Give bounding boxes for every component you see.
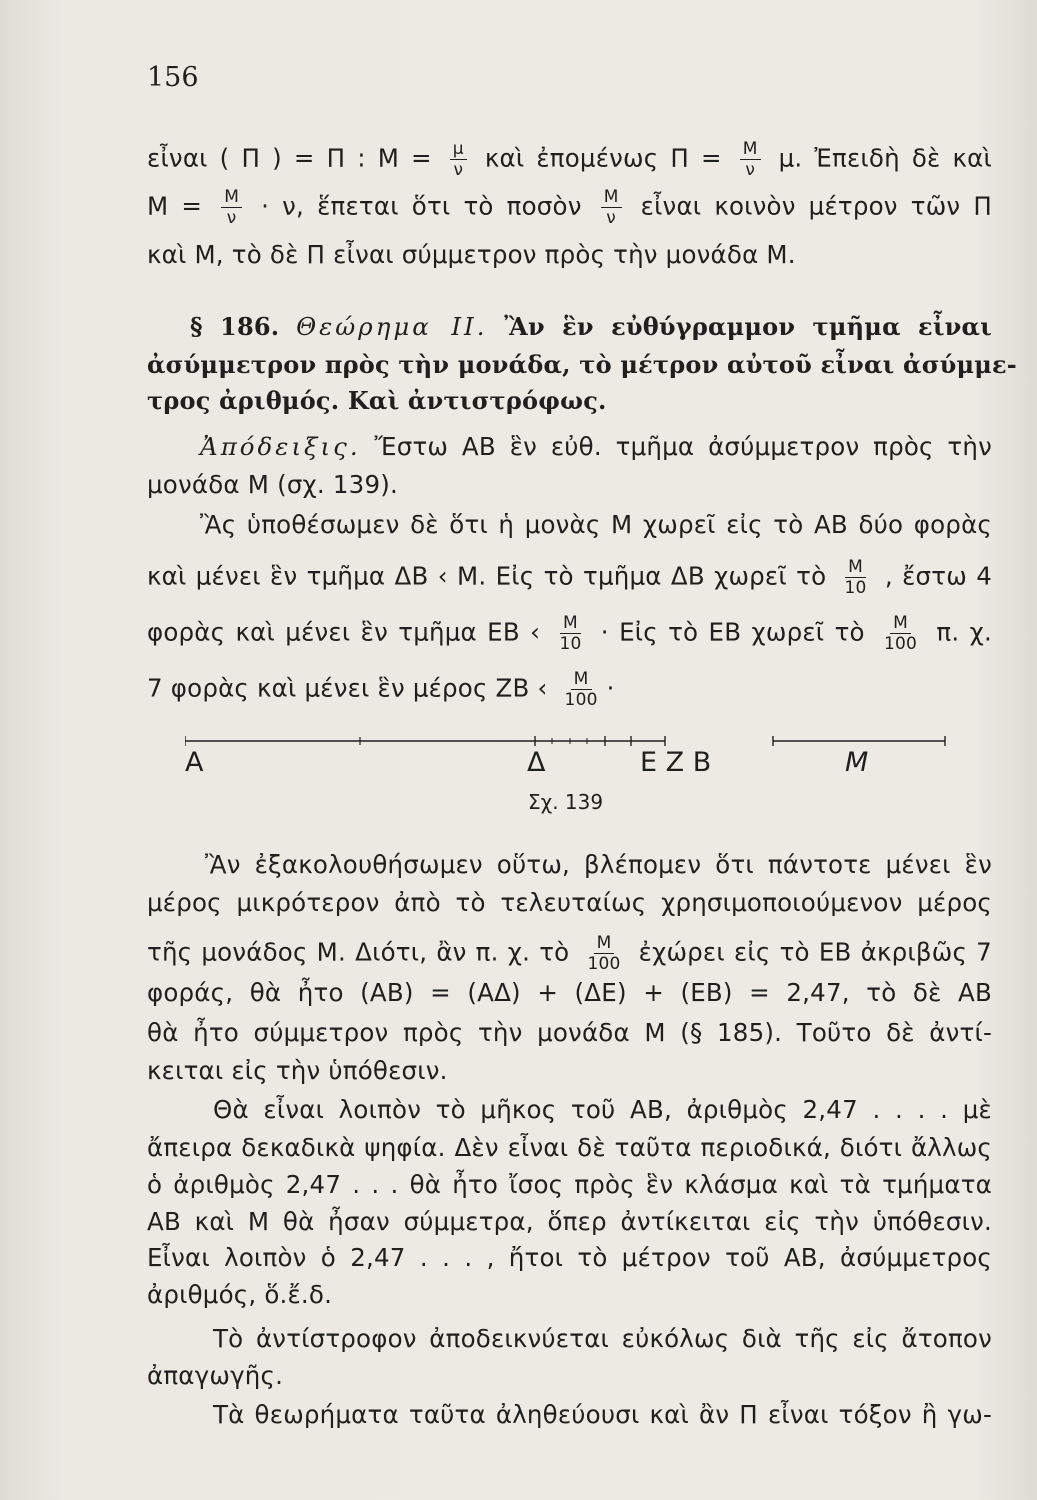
fraction-denominator: ν xyxy=(606,208,616,228)
theorem-text: Ἂν ἓν εὐθύγραμμον τμῆμα εἶναι xyxy=(504,312,992,341)
theorem-line-3: τρος ἀριθμός. Καὶ ἀντιστρόφως. xyxy=(147,386,607,415)
fraction-denominator: 10 xyxy=(559,634,582,654)
para2-line-2: μέρος μικρότερον ἀπὸ τὸ τελευταίως χρησιμοποιούμενον μέρος xyxy=(147,888,992,917)
fraction-denominator: 100 xyxy=(587,954,621,974)
para3-line-5: Εἶναι λοιπὸν ὁ 2,47 . . . , ἤτοι τὸ μέτρον τοῦ ΑΒ, ἀσύμμετρος xyxy=(147,1243,992,1272)
para3-line-1: Θὰ εἶναι λοιπὸν τὸ μῆκος τοῦ ΑΒ, ἀριθμὸς 2,47 . . . . μὲ xyxy=(213,1095,992,1124)
equation-line-2 xyxy=(147,188,992,227)
para4-line-2: ἀπαγωγῆς. xyxy=(147,1361,284,1390)
proof-line-4 xyxy=(147,558,992,597)
proof-text: φορὰς καὶ μένει ἓν τμῆμα ΕΒ ‹ xyxy=(147,617,541,647)
fraction-denominator: ν xyxy=(226,208,237,228)
segment-diagram xyxy=(185,735,950,775)
fraction-numerator: Μ xyxy=(571,670,592,690)
proof-line-5 xyxy=(147,614,992,653)
para3-line-2: ἄπειρα δεκαδικὰ ψηφία. Δὲν εἶναι δὲ ταῦτα περιοδικά, διότι ἄλλως xyxy=(147,1133,992,1162)
fraction-numerator: Μ xyxy=(845,558,866,578)
fraction-denominator: 100 xyxy=(564,690,598,710)
theorem-label: Θεώρημα ΙΙ. xyxy=(296,312,488,341)
fraction-M-over-nu xyxy=(601,188,622,227)
proof-line-6 xyxy=(147,670,992,709)
fraction-M-over-nu xyxy=(221,188,242,227)
label-M: Μ xyxy=(845,747,869,778)
para2-line-3 xyxy=(147,934,992,973)
eq1-text-b: καὶ ἐπομένως Π = xyxy=(484,143,722,173)
fraction-M-over-100 xyxy=(562,670,601,709)
theorem-line-2: ἀσύμμετρον πρὸς τὴν μονάδα, τὸ μέτρον αὐτοῦ εἶναι ἀσύμμε- xyxy=(147,350,1017,379)
fraction-denominator: ν xyxy=(453,160,464,180)
proof-text: , ἔστω 4 xyxy=(884,561,992,591)
eq2-text-a: Μ = xyxy=(147,191,203,221)
para4-line-1: Τὸ ἀντίστροφον ἀποδεικνύεται εὐκόλως διὰ τῆς εἰς ἄτοπον xyxy=(213,1324,992,1353)
eq2-text-c: εἶναι κοινὸν μέτρον τῶν Π xyxy=(640,191,992,221)
proof-text: · xyxy=(606,673,615,703)
fraction-M-over-10 xyxy=(556,614,584,653)
theorem-line-1 xyxy=(190,312,992,342)
fraction-M-over-100 xyxy=(584,934,623,973)
fraction-M-over-10 xyxy=(842,558,870,597)
fraction-M-over-nu xyxy=(740,140,761,179)
fraction-numerator: Μ xyxy=(890,614,911,634)
fraction-numerator: Μ xyxy=(601,188,622,208)
fraction-numerator: Μ xyxy=(594,934,615,954)
para2-line-6: κειται εἰς τὴν ὑπόθεσιν. xyxy=(147,1056,448,1085)
fraction-denominator: ν xyxy=(745,160,756,180)
fraction-denominator: 10 xyxy=(844,578,867,598)
label-EZB: Ε Ζ Β xyxy=(640,747,712,778)
proof-text: καὶ μένει ἓν τμῆμα ΔΒ ‹ Μ. Εἰς τὸ τμῆμα ΔΒ χωρεῖ τὸ xyxy=(147,561,827,591)
proof-text: 7 φορὰς καὶ μένει ἓν μέρος ΖΒ ‹ xyxy=(147,673,548,703)
label-D: Δ xyxy=(527,747,546,778)
proof-text: · Εἰς τὸ ΕΒ χωρεῖ τὸ xyxy=(600,617,865,647)
para2-line-5: θὰ ἦτο σύμμετρον πρὸς τὴν μονάδα Μ (§ 185). Τοῦτο δὲ ἀντί- xyxy=(147,1018,992,1047)
para3-line-6: ἀριθμός, ὅ.ἔ.δ. xyxy=(147,1280,333,1309)
para3-line-3: ὁ ἀριθμὸς 2,47 . . . θὰ ἦτο ἴσος πρὸς ἓν κλάσμα καὶ τὰ τμήματα xyxy=(147,1170,992,1199)
para3-line-4: ΑΒ καὶ Μ θὰ ἦσαν σύμμετρα, ὅπερ ἀντίκειται εἰς τὴν ὑπόθεσιν. xyxy=(147,1207,992,1236)
fraction-numerator: Μ xyxy=(560,614,581,634)
proof-line-1 xyxy=(200,432,992,462)
label-A: Α xyxy=(185,747,204,778)
para2-line-1: Ἂν ἐξακολουθήσωμεν οὕτω, βλέπομεν ὅτι πάντοτε μένει ἓν xyxy=(205,850,992,879)
page-number: 156 xyxy=(147,62,199,93)
fraction-numerator: Μ xyxy=(221,188,242,208)
fraction-mu-over-nu xyxy=(450,140,467,179)
text-line: καὶ Μ, τὸ δὲ Π εἶναι σύμμετρον πρὸς τὴν μονάδα Μ. xyxy=(147,240,796,269)
para2-line-4: φοράς, θὰ ἦτο (ΑΒ) = (ΑΔ) + (ΔΕ) + (ΕΒ) = 2,47, τὸ δὲ ΑΒ xyxy=(147,978,992,1007)
proof-text: Ἔστω ΑΒ ἓν εὐθ. τμῆμα ἀσύμμετρον πρὸς τὴν xyxy=(374,432,992,461)
fraction-denominator: 100 xyxy=(884,634,918,654)
fraction-numerator: Μ xyxy=(740,140,761,160)
eq1-text-c: μ. Ἐπειδὴ δὲ καὶ xyxy=(778,143,992,173)
proof-line-2: μονάδα Μ (σχ. 139). xyxy=(147,470,398,499)
proof-text: π. χ. xyxy=(936,617,992,647)
eq2-text-b: · ν, ἕπεται ὅτι τὸ ποσὸν xyxy=(261,191,582,221)
fraction-numerator: μ xyxy=(450,140,467,160)
proof-line-3: Ἂς ὑποθέσωμεν δὲ ὅτι ἡ μονὰς Μ χωρεῖ εἰς τὸ ΑΒ δύο φορὰς xyxy=(200,510,992,539)
fraction-M-over-100 xyxy=(881,614,920,653)
para-text: τῆς μονάδος Μ. Διότι, ἂν π. χ. τὸ xyxy=(147,937,570,967)
para5-line-1: Τὰ θεωρήματα ταῦτα ἀληθεύουσι καὶ ἂν Π εἶναι τόξον ἢ γω- xyxy=(213,1400,992,1429)
figure-caption: Σχ. 139 xyxy=(528,790,604,814)
proof-label: Ἀπόδειξις. xyxy=(200,432,361,461)
eq1-text-a: εἶναι ( Π ) = Π : Μ = xyxy=(147,143,432,173)
para-text: ἐχώρει εἰς τὸ ΕΒ ἀκριβῶς 7 xyxy=(638,937,992,967)
equation-line-1 xyxy=(147,140,992,179)
section-number: § 186. xyxy=(190,312,280,341)
